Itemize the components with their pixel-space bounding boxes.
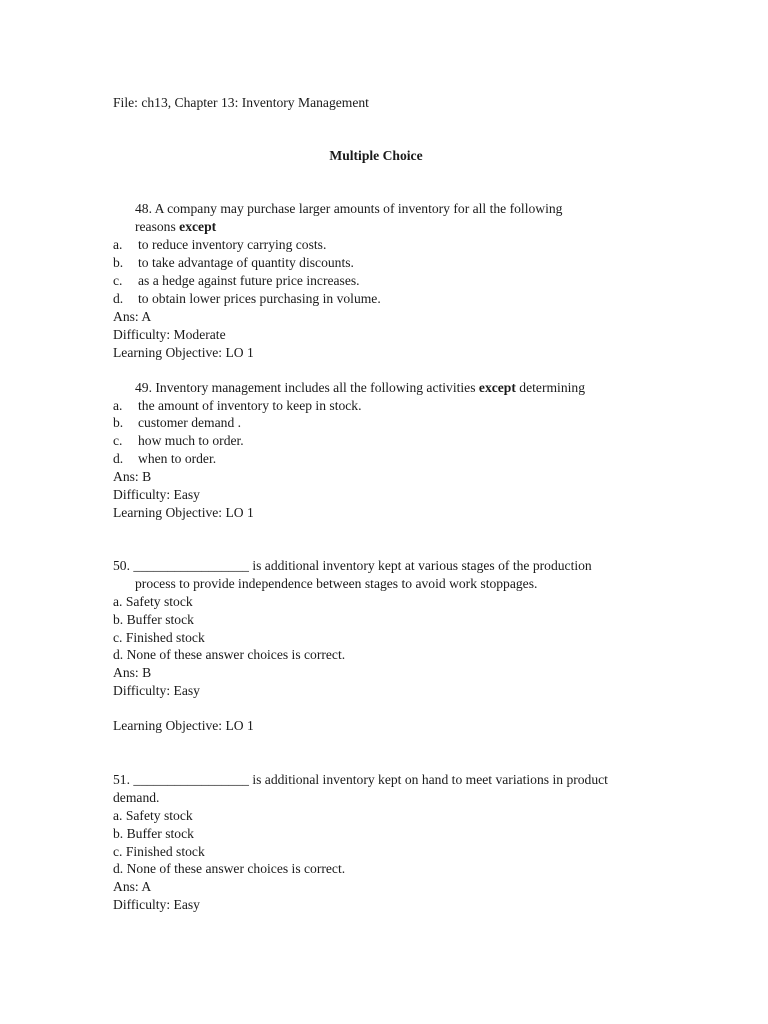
option-c (113, 272, 360, 290)
option-c (113, 432, 244, 450)
difficulty: Difficulty: Easy (113, 683, 200, 698)
option-text: when to order. (138, 451, 217, 466)
difficulty: Difficulty: Easy (113, 897, 200, 912)
option-text: the amount of inventory to keep in stock. (138, 398, 362, 413)
question-stem-continued: demand. (113, 790, 160, 805)
difficulty: Difficulty: Moderate (113, 327, 226, 342)
option-b (113, 414, 241, 432)
answer: Ans: A (113, 309, 152, 324)
option-a (113, 397, 362, 415)
option-a: a. Safety stock (113, 594, 193, 609)
answer: Ans: A (113, 879, 152, 894)
question-stem: 48. A company may purchase larger amounts of inventory for all the following (135, 201, 563, 216)
option-text: to take advantage of quantity discounts. (138, 255, 354, 270)
learning-objective: Learning Objective: LO 1 (113, 345, 254, 360)
answer: Ans: B (113, 469, 152, 484)
option-b (113, 254, 354, 272)
option-d (113, 290, 381, 308)
file-header: File: ch13, Chapter 13: Inventory Management (113, 95, 369, 110)
option-letter: d. (113, 291, 124, 306)
option-text: as a hedge against future price increases. (138, 273, 360, 288)
option-letter: c. (113, 273, 123, 288)
option-text: customer demand . (138, 415, 242, 430)
question-stem: 50. _________________ is additional inventory kept at various stages of the production (113, 558, 592, 573)
option-c: c. Finished stock (113, 630, 205, 645)
option-text: to obtain lower prices purchasing in volume. (138, 291, 381, 306)
option-b: b. Buffer stock (113, 826, 194, 841)
option-b: b. Buffer stock (113, 612, 194, 627)
option-letter: a. (113, 237, 123, 252)
question-stem-continued: process to provide independence between stages to avoid work stoppages. (135, 576, 538, 591)
option-text: to reduce inventory carrying costs. (138, 237, 327, 252)
learning-objective: Learning Objective: LO 1 (113, 718, 254, 733)
option-d (113, 450, 216, 468)
option-letter: b. (113, 415, 124, 430)
option-c: c. Finished stock (113, 844, 205, 859)
option-text: how much to order. (138, 433, 244, 448)
answer: Ans: B (113, 665, 152, 680)
section-title: Multiple Choice (329, 148, 423, 163)
option-d: d. None of these answer choices is correct. (113, 647, 346, 662)
option-a (113, 236, 326, 254)
stem-emphasis: except (478, 380, 516, 395)
option-letter: d. (113, 451, 124, 466)
stem-text: reasons (135, 219, 180, 234)
learning-objective: Learning Objective: LO 1 (113, 505, 254, 520)
option-d: d. None of these answer choices is correct. (113, 861, 346, 876)
option-letter: b. (113, 255, 124, 270)
question-stem-continued (135, 218, 216, 236)
difficulty: Difficulty: Easy (113, 487, 200, 502)
option-a: a. Safety stock (113, 808, 193, 823)
option-letter: a. (113, 398, 123, 413)
stem-text: 49. Inventory management includes all the following activities (135, 380, 479, 395)
stem-emphasis: except (179, 219, 217, 234)
option-letter: c. (113, 433, 123, 448)
question-stem: 51. _________________ is additional inventory kept on hand to meet variations in product (113, 772, 608, 787)
stem-text-end: determining (515, 380, 585, 395)
question-stem (135, 379, 585, 397)
